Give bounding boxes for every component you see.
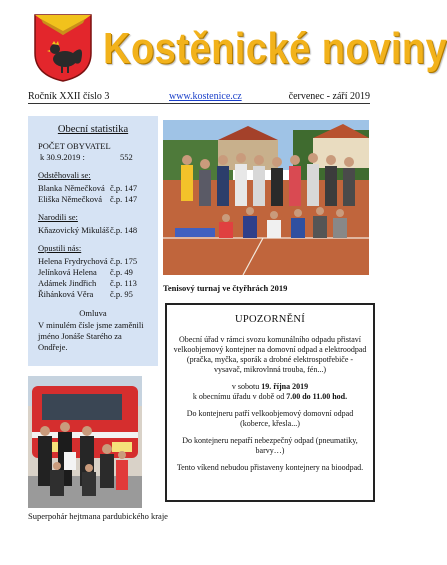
issue-number: Ročník XXII číslo 3: [28, 91, 110, 102]
notice-title: UPOZORNĚNÍ: [234, 314, 306, 325]
newspaper-title: Kostěnické noviny: [103, 24, 447, 74]
born-heading: Narodili se:: [38, 212, 78, 222]
notice-when: v sobotu 19. října 2019 k obecnímu úřadu v době od 7.00 do 11.00 hod.: [192, 382, 348, 401]
issue-info-bar: [28, 90, 370, 104]
list-item: Blanka Němečková č.p. 147: [38, 183, 138, 193]
notice-intro: Obecní úřad v rámci svozu komunálního odpadu přistaví velkoobjemový kontejner na domovní odpad a elektroodpad (pračka, myčka, sporák a drobné elektrospotřebiče - vysavač, mikrovlnná trouba, fén...): [173, 335, 367, 374]
fire-brigade-photo: [28, 376, 142, 508]
list-item: Řihánková Věra č.p. 95: [38, 289, 133, 299]
notice-bio: Tento víkend nebudou přistaveny kontejnery na bioodpad.: [176, 463, 364, 472]
website-link[interactable]: www.kostenice.cz: [169, 91, 242, 102]
apology-heading: Omluva: [79, 308, 107, 318]
list-item: Jelínková Helena č.p. 49: [38, 267, 133, 277]
population-label: POČET OBYVATEL: [38, 141, 111, 151]
notice-box: [165, 303, 375, 502]
issue-date: červenec - září 2019: [288, 91, 370, 102]
moved-out-heading: Odstěhovali se:: [38, 170, 91, 180]
list-item: Eliška Němečková č.p. 147: [38, 194, 138, 204]
population-date: k 30.9.2019 :: [40, 152, 85, 162]
apology-text: V minulém čísle jsme zaměnili jméno Jonáše Starého za Ondřeje.: [38, 320, 144, 352]
tennis-photo-caption: Tenisový turnaj ve čtyřhrách 2019: [163, 283, 288, 293]
left-us-heading: Opustili nás:: [38, 243, 82, 253]
list-item: Kňazovický Mikuláš č.p. 148: [38, 225, 138, 235]
tennis-tournament-photo: [163, 120, 369, 275]
fire-photo-caption: Superpohár hejtmana pardubického kraje: [28, 511, 168, 521]
stats-title: Obecní statistika: [57, 124, 129, 135]
list-item: Adámek Jindřich č.p. 113: [38, 278, 137, 288]
notice-allowed: Do kontejneru patří velkoobjemový domovní odpad (koberce, křesla...): [186, 409, 354, 428]
population-row: [38, 152, 148, 163]
list-item: Helena Frydrychová č.p. 175: [38, 256, 138, 266]
municipal-statistics-box: [28, 116, 158, 366]
population-count: 552: [120, 152, 133, 162]
notice-not-allowed: Do kontejneru nepatří nebezpečný odpad (pneumatiky, barvy…): [182, 436, 358, 455]
village-crest-logo: [33, 13, 93, 83]
